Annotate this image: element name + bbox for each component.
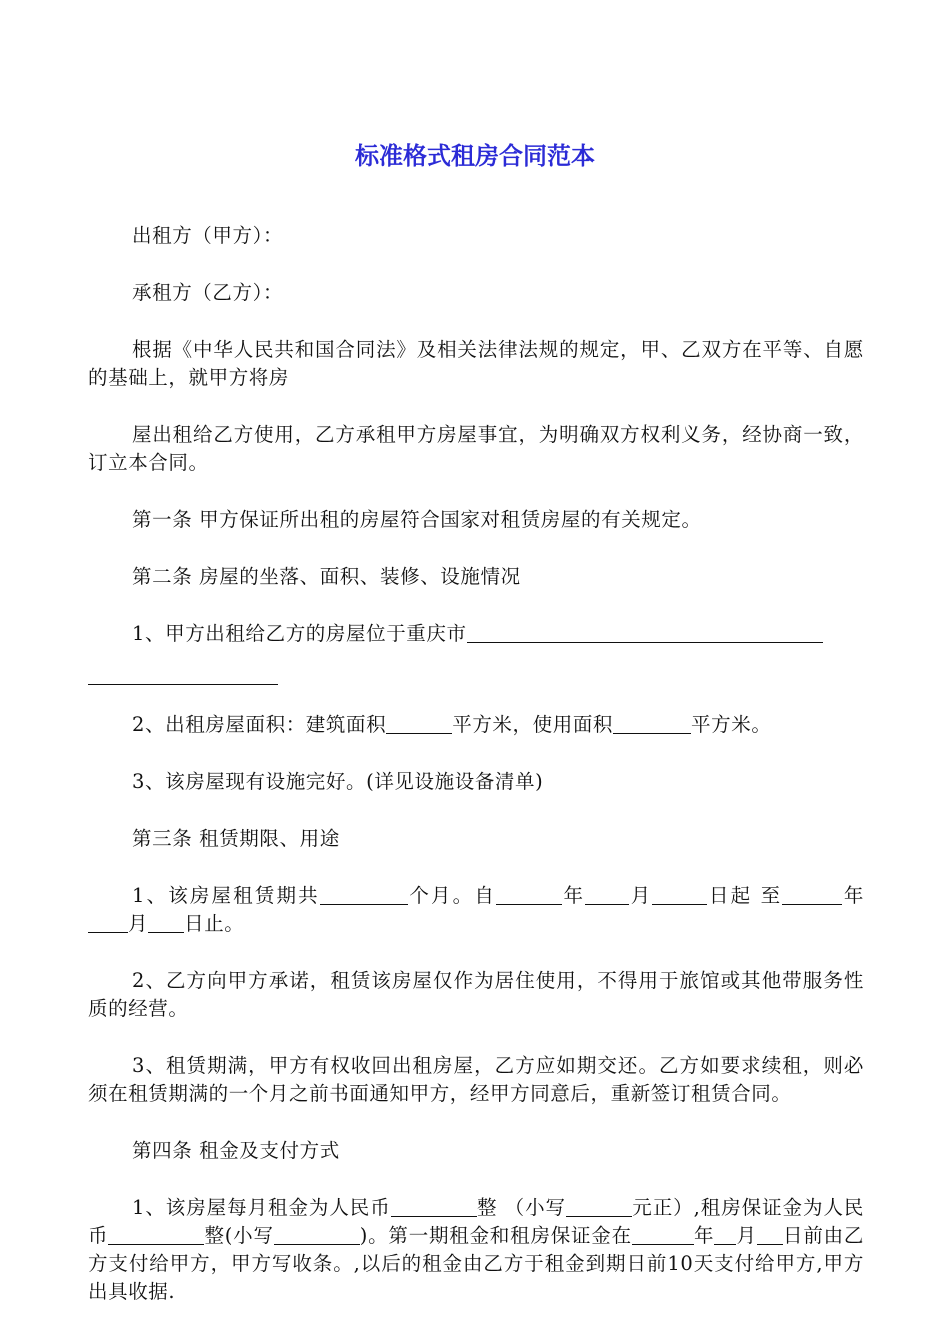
months-blank: [320, 884, 408, 905]
paragraph-article-2: 第二条 房屋的坐落、面积、装修、设施情况: [132, 565, 521, 588]
location-blank: [467, 622, 823, 643]
start-year-blank: [496, 884, 562, 905]
term-text-8: 日止。: [184, 912, 245, 935]
start-month-blank: [585, 884, 629, 905]
rent-text-2: 整 （小写: [476, 1196, 566, 1219]
paragraph-article-3: 第三条 租赁期限、用途: [132, 827, 340, 850]
term-text-1: 1、该房屋租赁期共: [132, 884, 320, 907]
location-blank-continued: [88, 666, 278, 685]
term-text-7: 月: [128, 912, 149, 935]
area-text-2: 平方米，使用面积: [452, 713, 614, 736]
rent-text-3: 元正）,租房保证金为人民币: [88, 1196, 864, 1247]
paragraph-term: [88, 882, 864, 938]
term-text-2: 个月。自: [407, 884, 496, 907]
monthly-rent-lowercase-blank: [566, 1196, 632, 1217]
deposit-lowercase-blank: [274, 1224, 360, 1245]
term-text-4: 月: [629, 884, 653, 907]
location-text: 1、甲方出租给乙方的房屋位于重庆市: [132, 622, 467, 645]
page-title: 标准格式租房合同范本: [355, 142, 595, 170]
building-area-blank: [386, 713, 452, 734]
paragraph-lessor: 出租方（甲方）：: [132, 224, 284, 247]
rent-text-1: 1、该房屋每月租金为人民币: [132, 1196, 391, 1219]
paragraph-use: 2、乙方向甲方承诺，租赁该房屋仅作为居住使用，不得用于旅馆或其他带服务性质的经营。: [88, 969, 864, 1020]
paragraph-lessee: 承租方（乙方）：: [132, 281, 284, 304]
paragraph-location: [88, 620, 864, 648]
term-text-6: 年: [842, 884, 864, 907]
end-year-blank: [782, 884, 842, 905]
area-text-3: 平方米。: [691, 713, 772, 736]
term-text-5: 日起 至: [707, 884, 783, 907]
rent-text-5: )。第一期租金和租房保证金在: [359, 1224, 632, 1247]
end-month-blank: [88, 912, 128, 933]
paragraph-facilities: 3、该房屋现有设施完好。(详见设施设备清单): [132, 770, 544, 793]
paragraph-article-4: 第四条 租金及支付方式: [132, 1139, 340, 1162]
first-payment-year-blank: [632, 1224, 694, 1245]
paragraph-renewal: 3、租赁期满，甲方有权收回出租房屋，乙方应如期交还。乙方如要求续租，则必须在租赁期满的一个月之前书面通知甲方，经甲方同意后，重新签订租赁合同。: [88, 1054, 864, 1105]
rent-text-7: 月: [736, 1224, 757, 1247]
rent-text-4: 整(小写: [204, 1224, 274, 1247]
monthly-rent-blank: [391, 1196, 477, 1217]
end-day-blank: [148, 912, 184, 933]
rent-text-6: 年: [693, 1224, 715, 1247]
first-payment-month-blank: [714, 1224, 736, 1245]
paragraph-purpose: 屋出租给乙方使用，乙方承租甲方房屋事宜，为明确双方权利义务，经协商一致，订立本合同。: [88, 423, 864, 474]
paragraph-rent: [88, 1194, 864, 1306]
usable-area-blank: [613, 713, 691, 734]
start-day-blank: [652, 884, 707, 905]
first-payment-day-blank: [757, 1224, 783, 1245]
term-text-3: 年: [562, 884, 586, 907]
paragraph-article-1: 第一条 甲方保证所出租的房屋符合国家对租赁房屋的有关规定。: [132, 508, 702, 531]
deposit-blank: [108, 1224, 204, 1245]
area-text-1: 2、出租房屋面积：建筑面积: [132, 713, 387, 736]
rent-text-8: 日前由乙方支付给甲方，甲方写收条。,以后的租金由乙方于租金到期日前10天支付给甲方,甲方出具收据.: [88, 1224, 864, 1303]
paragraph-basis: 根据《中华人民共和国合同法》及相关法律法规的规定，甲、乙双方在平等、自愿的基础上，就甲方将房: [88, 338, 864, 389]
paragraph-area: [88, 711, 864, 739]
document-body: [88, 222, 864, 1335]
